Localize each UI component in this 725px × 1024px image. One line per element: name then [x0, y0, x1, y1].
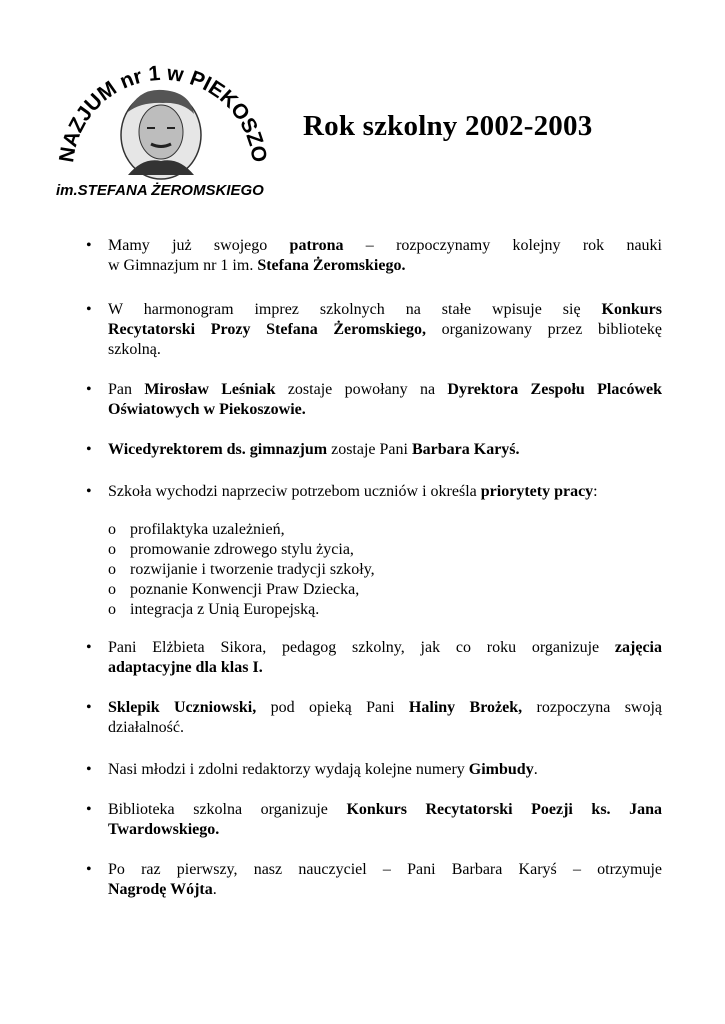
bold-text: Gimbudy: [468, 761, 534, 778]
text-line: [108, 320, 662, 340]
text-line: [108, 482, 662, 502]
text: rozpoczyna swoją: [522, 699, 663, 716]
text: zostaje powołany na: [275, 381, 448, 398]
text: w Gimnazjum nr 1 im.: [108, 257, 258, 274]
bullet-item: [86, 300, 662, 360]
text: Po raz pierwszy, nasz nauczyciel – Pani Barbara Karyś – otrzymuje: [108, 861, 662, 878]
bold-text: patrona: [289, 237, 344, 254]
text: W harmonogram imprez szkolnych na stałe wpisuje się: [108, 301, 602, 318]
portrait-image: [121, 90, 201, 179]
bullet-item: [86, 440, 662, 460]
text-line: [108, 638, 662, 658]
bold-text: Sklepik Uczniowski,: [108, 699, 257, 716]
bullet-icon: •: [86, 381, 92, 398]
bullet-icon: •: [86, 441, 92, 458]
bullet-icon: •: [86, 237, 92, 254]
circle-bullet-icon: o: [108, 561, 116, 578]
bold-text: Haliny Brożek,: [408, 699, 523, 716]
text-line: [108, 658, 662, 678]
circle-bullet-icon: o: [108, 601, 116, 618]
text-line: [108, 880, 662, 900]
text: .: [533, 761, 538, 778]
text-line: [108, 698, 662, 718]
text: Biblioteka szkolna organizuje: [108, 801, 347, 818]
text-line: [108, 340, 662, 360]
bold-text: zajęcia: [614, 639, 662, 656]
text: Szkoła wychodzi naprzeciw potrzebom uczniów i określa: [108, 483, 481, 500]
bullet-icon: •: [86, 483, 92, 500]
text-line: [108, 400, 662, 420]
text: Nasi młodzi i zdolni redaktorzy wydają kolejne numery: [108, 761, 469, 778]
text: działalność.: [108, 719, 184, 736]
circle-bullet-icon: o: [108, 581, 116, 598]
bold-text: adaptacyjne dla klas I.: [108, 659, 263, 676]
text-line: [108, 380, 662, 400]
bold-text: Oświatowych w Piekoszowie.: [108, 401, 306, 418]
bold-text: Mirosław Leśniak: [144, 381, 276, 398]
bold-text: Dyrektora Zespołu Placówek: [447, 381, 662, 398]
text: pod opieką Pani: [256, 699, 409, 716]
bold-text: Konkurs: [601, 301, 662, 318]
page-title: Rok szkolny 2002-2003: [303, 110, 593, 142]
bold-text: Stefana Żeromskiego.: [257, 257, 406, 274]
sub-list-text: poznanie Konwencji Praw Dziecka,: [130, 581, 360, 598]
text: .: [212, 881, 217, 898]
circle-bullet-icon: o: [108, 541, 116, 558]
bullet-icon: •: [86, 801, 92, 818]
bullet-item: [86, 800, 662, 840]
text-line: [108, 820, 662, 840]
circle-bullet-icon: o: [108, 521, 116, 538]
text-line: [108, 256, 662, 276]
text-line: [108, 860, 662, 880]
logo-caption: im.STEFANA ŻEROMSKIEGO: [56, 182, 264, 199]
sub-list-text: integracja z Unią Europejską.: [130, 601, 320, 618]
bullet-icon: •: [86, 639, 92, 656]
bullet-item: [86, 860, 662, 900]
text-line: [108, 718, 662, 738]
bold-text: Barbara Karyś.: [411, 441, 520, 458]
school-logo: [48, 40, 278, 210]
school-emblem: [48, 40, 278, 210]
bullet-item: [86, 482, 662, 502]
bold-text: Wicedyrektorem ds. gimnazjum: [108, 441, 328, 458]
bold-text: Recytatorski Prozy Stefana Żeromskiego,: [108, 321, 426, 338]
bullet-icon: •: [86, 761, 92, 778]
bullet-item: [86, 760, 662, 780]
text-line: [108, 300, 662, 320]
bullet-icon: •: [86, 861, 92, 878]
text: Mamy już swojego: [108, 237, 290, 254]
text-line: [108, 236, 662, 256]
bullet-icon: •: [86, 699, 92, 716]
logo-arc-text: NAZJUM nr 1 w PIEKOSZO: [55, 61, 271, 164]
text: szkolną.: [108, 341, 161, 358]
text: Pani Elżbieta Sikora, pedagog szkolny, jak co roku organizuje: [108, 639, 615, 656]
bullet-item: [86, 380, 662, 420]
bold-text: Nagrodę Wójta: [108, 881, 213, 898]
sub-list-text: profilaktyka uzależnień,: [130, 521, 285, 538]
text: – rozpoczynamy kolejny rok nauki: [343, 237, 663, 254]
text: Pan: [108, 381, 145, 398]
bold-text: Konkurs Recytatorski Poezji ks. Jana: [346, 801, 663, 818]
bullet-item: [86, 638, 662, 678]
bold-text: Twardowskiego.: [108, 821, 220, 838]
bullet-item: [86, 698, 662, 738]
text: zostaje Pani: [327, 441, 412, 458]
text-line: [108, 760, 662, 780]
text: :: [593, 483, 598, 500]
bullet-icon: •: [86, 301, 92, 318]
text-line: [108, 440, 662, 460]
text: organizowany przez bibliotekę: [425, 321, 662, 338]
bold-text: priorytety pracy: [480, 483, 594, 500]
text-line: [108, 800, 662, 820]
bullet-item: [86, 236, 662, 276]
sub-list-text: promowanie zdrowego stylu życia,: [130, 541, 354, 558]
sub-list-text: rozwijanie i tworzenie tradycji szkoły,: [130, 561, 375, 578]
